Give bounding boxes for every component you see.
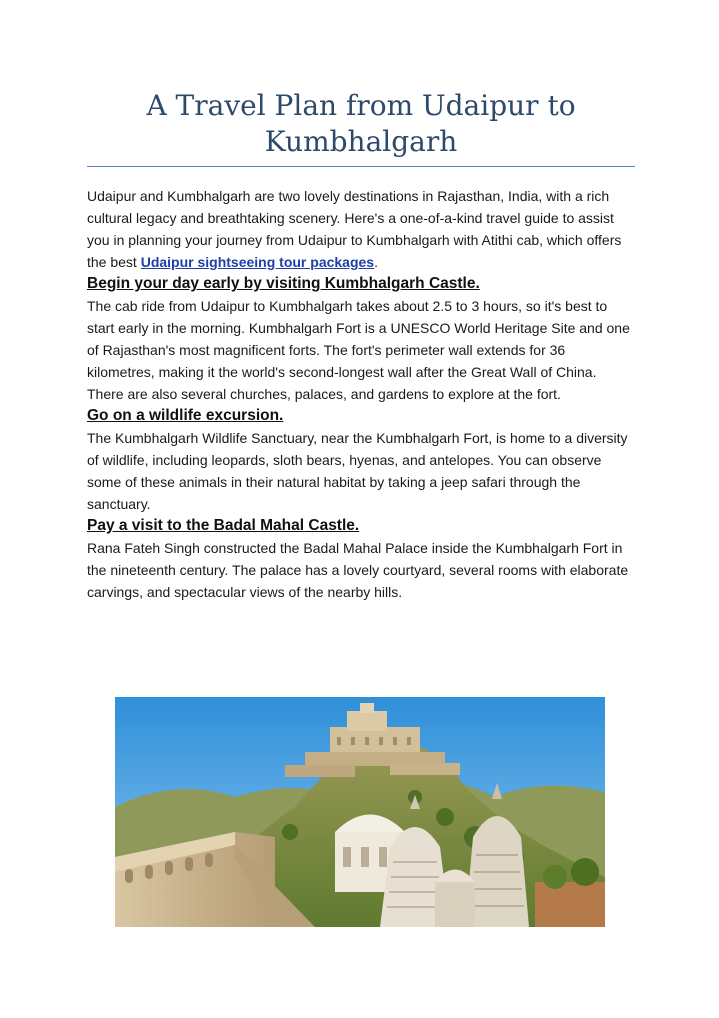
document-page <box>87 0 635 603</box>
fort-illustration <box>115 697 605 927</box>
section-heading-fort: Begin your day early by visiting Kumbhalgarh Castle. <box>87 275 480 292</box>
intro-text-end: . <box>374 254 378 270</box>
intro-text: Udaipur and Kumbhalgarh are two lovely destinations in Rajasthan, India, with a rich cultural legacy and breathtaking scenery. Here's a one-of-a-kind travel guide to assist you in planning your journey from Udaipur to Kumbhalgarh with Atithi cab, which offers the best <box>87 188 622 270</box>
section-heading-wildlife: Go on a wildlife excursion. <box>87 407 284 424</box>
title-divider <box>87 166 635 167</box>
section-body-fort: The cab ride from Udaipur to Kumbhalgarh takes about 2.5 to 3 hours, so it's best to start early in the morning. Kumbhalgarh Fort is a UNESCO World Heritage Site and one of Rajasthan's most magnificent forts. The fort's perimeter wall extends for 36 kilometres, making it the world's second-longest wall after the Great Wall of China. There are also several churches, palaces, and gardens to explore at the fort. <box>87 298 630 402</box>
page-title: A Travel Plan from Udaipur to Kumbhalgarh <box>146 89 576 158</box>
intro-paragraph <box>87 185 635 273</box>
tour-packages-link[interactable]: Udaipur sightseeing tour packages <box>140 254 375 270</box>
section-body-badal-mahal: Rana Fateh Singh constructed the Badal Mahal Palace inside the Kumbhalgarh Fort in the nineteenth century. The palace has a lovely courtyard, several rooms with elaborate carvings, and spectacular views of the nearby hills. <box>87 540 629 600</box>
section-heading-badal-mahal: Pay a visit to the Badal Mahal Castle. <box>87 517 360 534</box>
kumbhalgarh-fort-photo <box>115 697 605 927</box>
section-body-wildlife: The Kumbhalgarh Wildlife Sanctuary, near the Kumbhalgarh Fort, is home to a diversity of wildlife, including leopards, sloth bears, hyenas, and antelopes. You can observe some of these animals in their natural habitat by taking a jeep safari through the sanctuary. <box>87 430 628 512</box>
village-roofs <box>535 882 605 927</box>
